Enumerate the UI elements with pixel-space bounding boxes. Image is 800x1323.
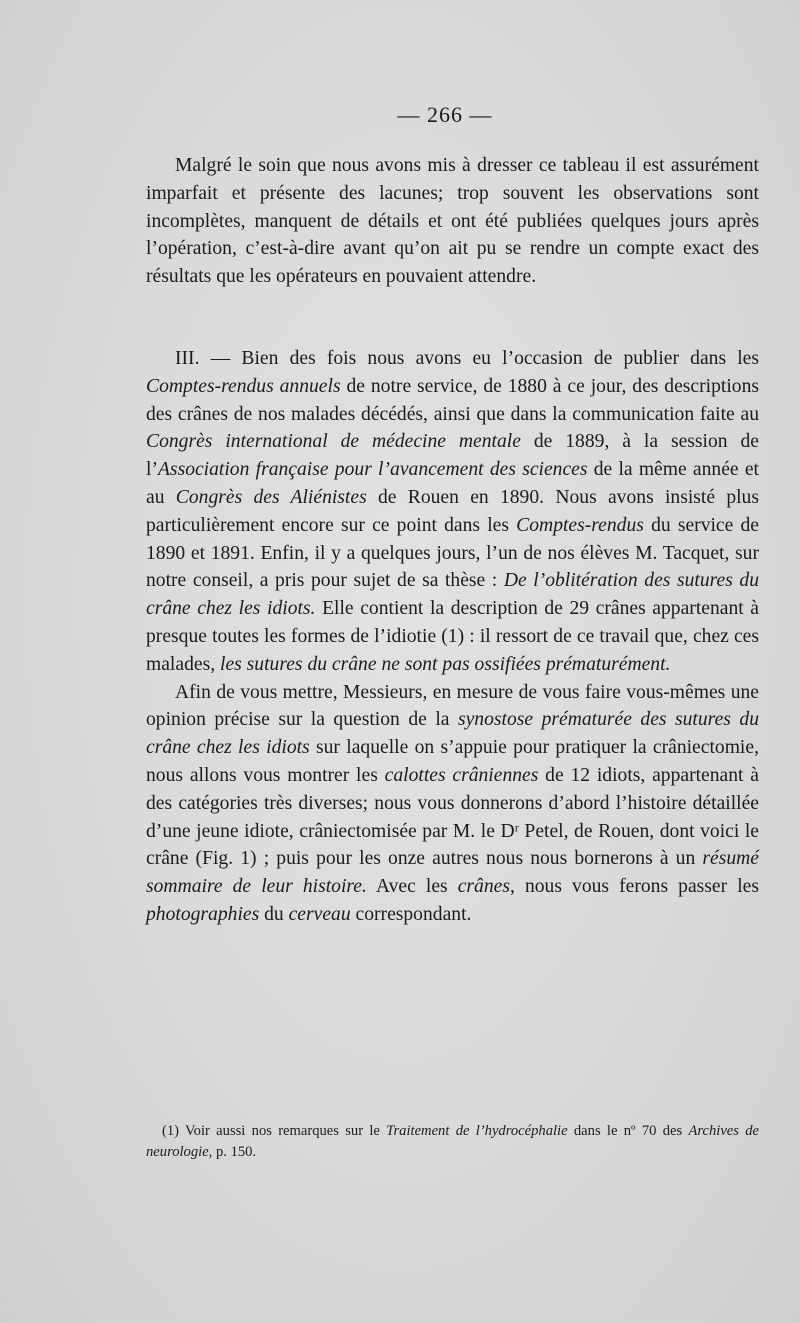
page-number: — 266 — bbox=[397, 102, 493, 127]
italic-span: photographies bbox=[146, 903, 260, 925]
text-span: de la même année et au bbox=[146, 459, 759, 508]
text-span: Afin de vous mettre, Messieurs, en mesure de vous faire vous-mêmes une opinion précise sur la question de la bbox=[146, 681, 759, 731]
text-span: de 12 idiots, appartenant à des catégories très diverses; nous vous donnerons d’abord l’histoire détaillée d’une jeune idiote, crâniectomisée par M. le Dʳ Petel, de Rouen, dont voici le crâne (Fig. 1) ; puis pour les onze autres nous nous bornerons à un bbox=[146, 764, 759, 870]
text-span: correspondant. bbox=[350, 903, 472, 925]
text-span: du bbox=[259, 903, 289, 925]
text-span: sur laquelle on s’appuie pour pratiquer la crâniectomie, nous allons vous montrer les bbox=[146, 737, 759, 786]
paragraph-section-iii bbox=[146, 345, 759, 679]
footnote-text bbox=[146, 1121, 759, 1163]
italic-span: Congrès international de médecine mentale bbox=[146, 431, 521, 453]
text-span: III. — Bien des fois nous avons eu l’occasion de publier dans les bbox=[175, 347, 759, 369]
italic-span: Association française pour l’avancement des sciences bbox=[157, 459, 588, 481]
paragraph-3 bbox=[146, 679, 759, 929]
paragraph-1 bbox=[146, 152, 759, 291]
text-span: du service de 1890 et 1891. Enfin, il y a quelques jours, l’un de nos élèves M. Tacquet, sur notre conseil, a pris pour sujet de sa thèse : bbox=[146, 514, 760, 592]
text-span: de notre service, de 1880 à ce jour, des descriptions des crânes de nos malades décédés, ainsi que dans la communication faite au bbox=[146, 375, 759, 425]
italic-span: Congrès des Aliénistes bbox=[175, 486, 367, 508]
italic-span: synostose prématurée des sutures du crâne chez les idiots bbox=[146, 709, 759, 759]
text-span: , p. 150. bbox=[208, 1144, 257, 1160]
text-span: dans le nº 70 des bbox=[567, 1123, 689, 1139]
text-span: Malgré le soin que nous avons mis à dresser ce tableau il est assurément imparfait et présente des lacunes; trop souvent les observations sont incomplètes, manquent de détails et ont été publiées quelques jours après l’opération, c’est-à-dire avant qu’on ait pu se rendre un compte exact des résultats que les opérateurs en pouvaient attendre. bbox=[146, 155, 759, 288]
italic-span: Comptes-rendus annuels bbox=[146, 375, 341, 397]
footnote bbox=[146, 1121, 759, 1163]
body-text bbox=[146, 152, 759, 929]
italic-span: les sutures du crâne ne sont pas ossifiées prématurément. bbox=[220, 653, 671, 675]
italic-span: De l’oblitération des sutures du crâne chez les idiots. bbox=[146, 570, 759, 620]
italic-span: Comptes-rendus bbox=[516, 514, 644, 536]
italic-span: calottes crâniennes bbox=[384, 764, 539, 786]
text-span: de Rouen en 1890. Nous avons insisté plus particulièrement encore sur ce point dans les bbox=[146, 486, 759, 536]
text-span: (1) Voir aussi nos remarques sur le bbox=[162, 1123, 387, 1139]
italic-span: cerveau bbox=[288, 903, 351, 925]
text-span: de 1889, à la session de l’ bbox=[146, 431, 759, 481]
text-span: Elle contient la description de 29 crânes appartenant à presque toutes les formes de l’idiotie (1) : il ressort de ce travail que, chez ces malades, bbox=[146, 598, 759, 675]
italic-span: Traitement de l’hydrocéphalie bbox=[386, 1123, 568, 1139]
italic-span: crânes bbox=[457, 876, 510, 898]
text-span: Avec les bbox=[366, 876, 458, 898]
italic-span: Archives de neurologie bbox=[146, 1123, 760, 1160]
italic-span: résumé sommaire de leur histoire. bbox=[146, 848, 759, 898]
text-span: , nous vous ferons passer les bbox=[509, 876, 759, 898]
